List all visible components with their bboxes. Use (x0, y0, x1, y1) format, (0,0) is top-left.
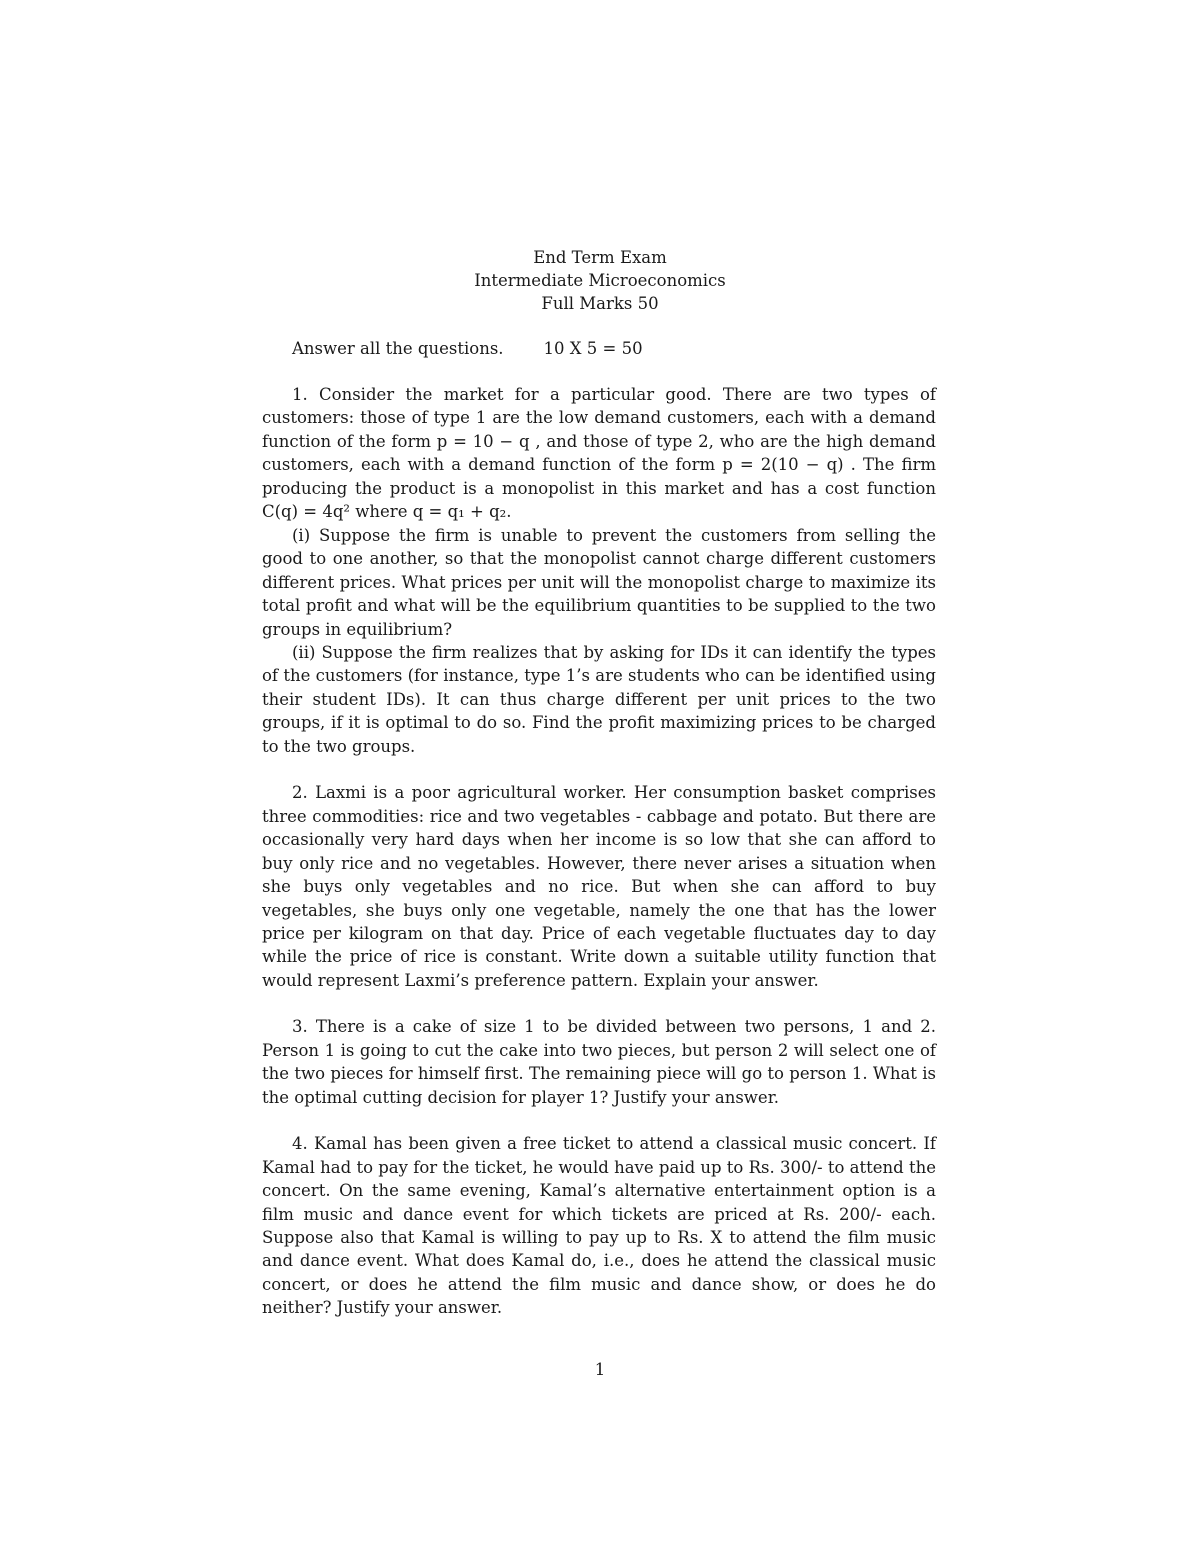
question-3 (262, 1015, 936, 1109)
question-1-part-i: (i) Suppose the firm is unable to prevent the customers from selling the good to one another, so that the monopolist cannot charge different customers different prices. What prices per unit will the monopolist charge to maximize its total profit and what will be the equilibrium quantities to be supplied to the two groups in equilibrium? (262, 525, 936, 639)
instructions-text: Answer all the questions. (292, 339, 504, 358)
question-2-text: 2. Laxmi is a poor agricultural worker. Her consumption basket comprises three commodities: rice and two vegetables - cabbage and potato. But there are occasionally very hard days when her income is so low that she can afford to buy only rice and no vegetables. However, there never arises a situation when she buys only vegetables and no rice. But when she can afford to buy vegetables, she buys only one vegetable, namely the one that has the lower price per kilogram on that day. Price of each vegetable fluctuates day to day while the price of rice is constant. Write down a suitable utility function that would represent Laxmi’s preference pattern. Explain your answer. (262, 783, 936, 990)
exam-instructions (292, 337, 643, 360)
question-1-text: 1. Consider the market for a particular good. There are two types of customers: those of type 1 are the low demand customers, each with a demand function of the form p = 10 − q , and those of type 2, who are the high demand customers, each with a demand function of the form p = 2(10 − q) . The firm producing the product is a monopolist in this market and has a cost function C(q) = 4q² where q = q₁ + q₂. (262, 385, 936, 522)
exam-subject: Intermediate Microeconomics (474, 271, 726, 290)
questions-body (262, 383, 936, 1320)
exam-title: End Term Exam (533, 248, 667, 267)
question-1-part-ii: (ii) Suppose the firm realizes that by asking for IDs it can identify the types of the customers (for instance, type 1’s are students who can be identified using their student IDs). It can thus charge different per unit prices to the two groups, if it is optimal to do so. Find the profit maximizing prices to be charged to the two groups. (262, 642, 936, 756)
question-3-text: 3. There is a cake of size 1 to be divided between two persons, 1 and 2. Person 1 is going to cut the cake into two pieces, but person 2 will select one of the two pieces for himself first. The remaining piece will go to person 1. What is the optimal cutting decision for player 1? Justify your answer. (262, 1017, 936, 1107)
question-2 (262, 781, 936, 992)
question-4 (262, 1132, 936, 1320)
question-1 (262, 383, 936, 758)
page-number: 1 (594, 1360, 606, 1379)
exam-full-marks: Full Marks 50 (541, 294, 659, 313)
question-4-text: 4. Kamal has been given a free ticket to attend a classical music concert. If Kamal had to pay for the ticket, he would have paid up to Rs. 300/- to attend the concert. On the same evening, Kamal’s alternative entertainment option is a film music and dance event for which tickets are priced at Rs. 200/- each. Suppose also that Kamal is willing to pay up to Rs. X to attend the film music and dance event. What does Kamal do, i.e., does he attend the classical music concert, or does he attend the film music and dance show, or does he do neither? Justify your answer. (262, 1134, 936, 1318)
marks-scheme: 10 X 5 = 50 (543, 339, 643, 358)
exam-header (0, 246, 1200, 315)
